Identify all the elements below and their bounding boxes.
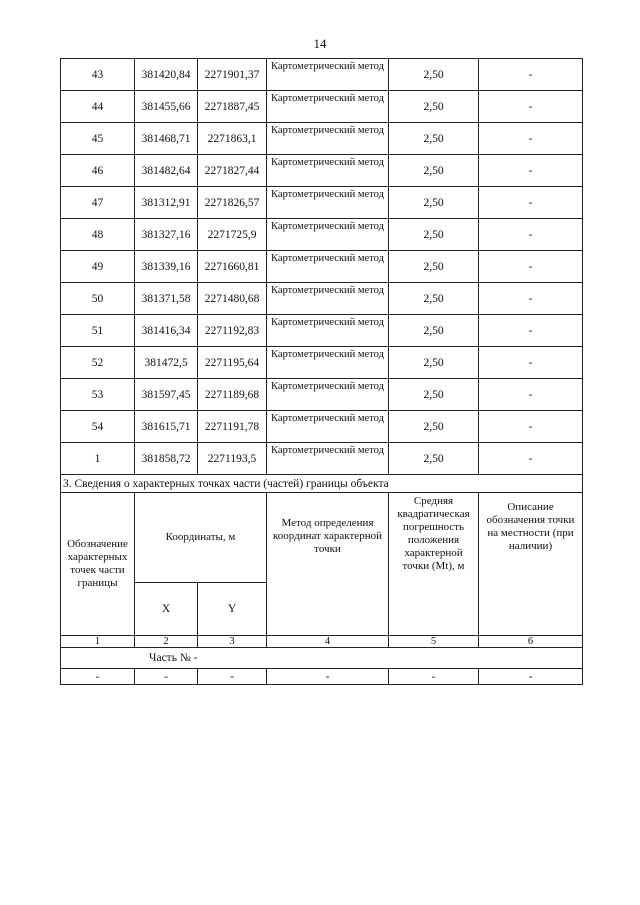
description-cell: - [479,283,583,315]
table-row [61,379,583,411]
column-number: 2 [135,636,198,648]
description-cell: - [479,123,583,155]
description-cell: - [479,187,583,219]
table-row [61,91,583,123]
coord-x-cell: 381455,66 [135,91,198,123]
description-cell: - [479,379,583,411]
part-label-cell [61,648,583,669]
coord-y-cell: 2271193,5 [198,443,267,475]
description-cell: - [479,155,583,187]
header-method: Метод определения координат характерной точки [267,493,389,636]
description-cell: - [479,219,583,251]
description-cell: - [479,411,583,443]
accuracy-cell: 2,50 [389,187,479,219]
dash-cell: - [61,669,135,685]
table-row [61,411,583,443]
boundary-points-table [60,58,583,685]
coord-y-cell: 2271826,57 [198,187,267,219]
accuracy-cell: 2,50 [389,59,479,91]
coord-y-cell: 2271191,78 [198,411,267,443]
coord-x-cell: 381327,16 [135,219,198,251]
coord-y-cell: 2271189,68 [198,379,267,411]
point-number-cell: 1 [61,443,135,475]
description-cell: - [479,251,583,283]
dash-cell: - [135,669,198,685]
point-number-cell: 54 [61,411,135,443]
method-cell: Картометрический метод [267,411,389,443]
description-cell: - [479,443,583,475]
table-row [61,59,583,91]
column-number: 3 [198,636,267,648]
method-cell: Картометрический метод [267,187,389,219]
coord-x-cell: 381482,64 [135,155,198,187]
method-cell: Картометрический метод [267,219,389,251]
coord-x-cell: 381371,58 [135,283,198,315]
header-description: Описание обозначения точки на местности (при наличии) [479,493,583,636]
point-number-cell: 51 [61,315,135,347]
section-3-title: 3. Сведения о характерных точках части (частей) границы объекта [61,475,583,493]
accuracy-cell: 2,50 [389,379,479,411]
point-number-cell: 46 [61,155,135,187]
point-number-cell: 45 [61,123,135,155]
column-number: 6 [479,636,583,648]
accuracy-cell: 2,50 [389,411,479,443]
header-y: Y [198,583,267,636]
description-cell: - [479,91,583,123]
dash-cell: - [479,669,583,685]
accuracy-cell: 2,50 [389,155,479,187]
table-row [61,219,583,251]
method-cell: Картометрический метод [267,443,389,475]
coord-y-cell: 2271827,44 [198,155,267,187]
point-number-cell: 52 [61,347,135,379]
method-cell: Картометрический метод [267,155,389,187]
column-numbers-row [61,636,583,648]
point-number-cell: 44 [61,91,135,123]
accuracy-cell: 2,50 [389,315,479,347]
table-row [61,347,583,379]
table-row [61,123,583,155]
coord-x-cell: 381416,34 [135,315,198,347]
coord-y-cell: 2271195,64 [198,347,267,379]
description-cell: - [479,315,583,347]
method-cell: Картометрический метод [267,123,389,155]
method-cell: Картометрический метод [267,379,389,411]
dash-cell: - [389,669,479,685]
column-number: 4 [267,636,389,648]
table-row [61,251,583,283]
data-rows [61,59,583,475]
coord-y-cell: 2271901,37 [198,59,267,91]
coord-x-cell: 381420,84 [135,59,198,91]
coord-y-cell: 2271480,68 [198,283,267,315]
method-cell: Картометрический метод [267,251,389,283]
point-number-cell: 48 [61,219,135,251]
coord-x-cell: 381597,45 [135,379,198,411]
column-number: 1 [61,636,135,648]
coord-x-cell: 381312,91 [135,187,198,219]
point-number-cell: 53 [61,379,135,411]
coord-x-cell: 381339,16 [135,251,198,283]
method-cell: Картометрический метод [267,59,389,91]
table-row [61,283,583,315]
header-accuracy: Средняя квадратическая погрешность положения характерной точки (Mt), м [389,493,479,636]
accuracy-cell: 2,50 [389,283,479,315]
description-cell: - [479,59,583,91]
description-cell: - [479,347,583,379]
coord-y-cell: 2271863,1 [198,123,267,155]
table-row [61,443,583,475]
coord-y-cell: 2271192,83 [198,315,267,347]
coord-x-cell: 381615,71 [135,411,198,443]
method-cell: Картометрический метод [267,91,389,123]
header-x: X [135,583,198,636]
accuracy-cell: 2,50 [389,347,479,379]
header-row [61,493,583,583]
accuracy-cell: 2,50 [389,443,479,475]
header-designation: Обозначение характерных точек части границы [61,493,135,636]
table-row [61,155,583,187]
coord-x-cell: 381472,5 [135,347,198,379]
coord-y-cell: 2271660,81 [198,251,267,283]
point-number-cell: 43 [61,59,135,91]
accuracy-cell: 2,50 [389,123,479,155]
part-row [61,648,583,669]
point-number-cell: 47 [61,187,135,219]
coord-y-cell: 2271725,9 [198,219,267,251]
point-number-cell: 49 [61,251,135,283]
header-coordinates: Координаты, м [135,493,267,583]
part-dash-row [61,669,583,685]
table-row [61,187,583,219]
page-number: 14 [313,36,327,51]
dash-cell: - [267,669,389,685]
column-number: 5 [389,636,479,648]
accuracy-cell: 2,50 [389,219,479,251]
coord-y-cell: 2271887,45 [198,91,267,123]
method-cell: Картометрический метод [267,315,389,347]
accuracy-cell: 2,50 [389,91,479,123]
table-row [61,315,583,347]
coord-x-cell: 381468,71 [135,123,198,155]
coord-x-cell: 381858,72 [135,443,198,475]
dash-cell: - [198,669,267,685]
part-label: Часть № - [149,652,198,664]
method-cell: Картометрический метод [267,347,389,379]
accuracy-cell: 2,50 [389,251,479,283]
section-3-title-row [61,475,583,493]
point-number-cell: 50 [61,283,135,315]
method-cell: Картометрический метод [267,283,389,315]
